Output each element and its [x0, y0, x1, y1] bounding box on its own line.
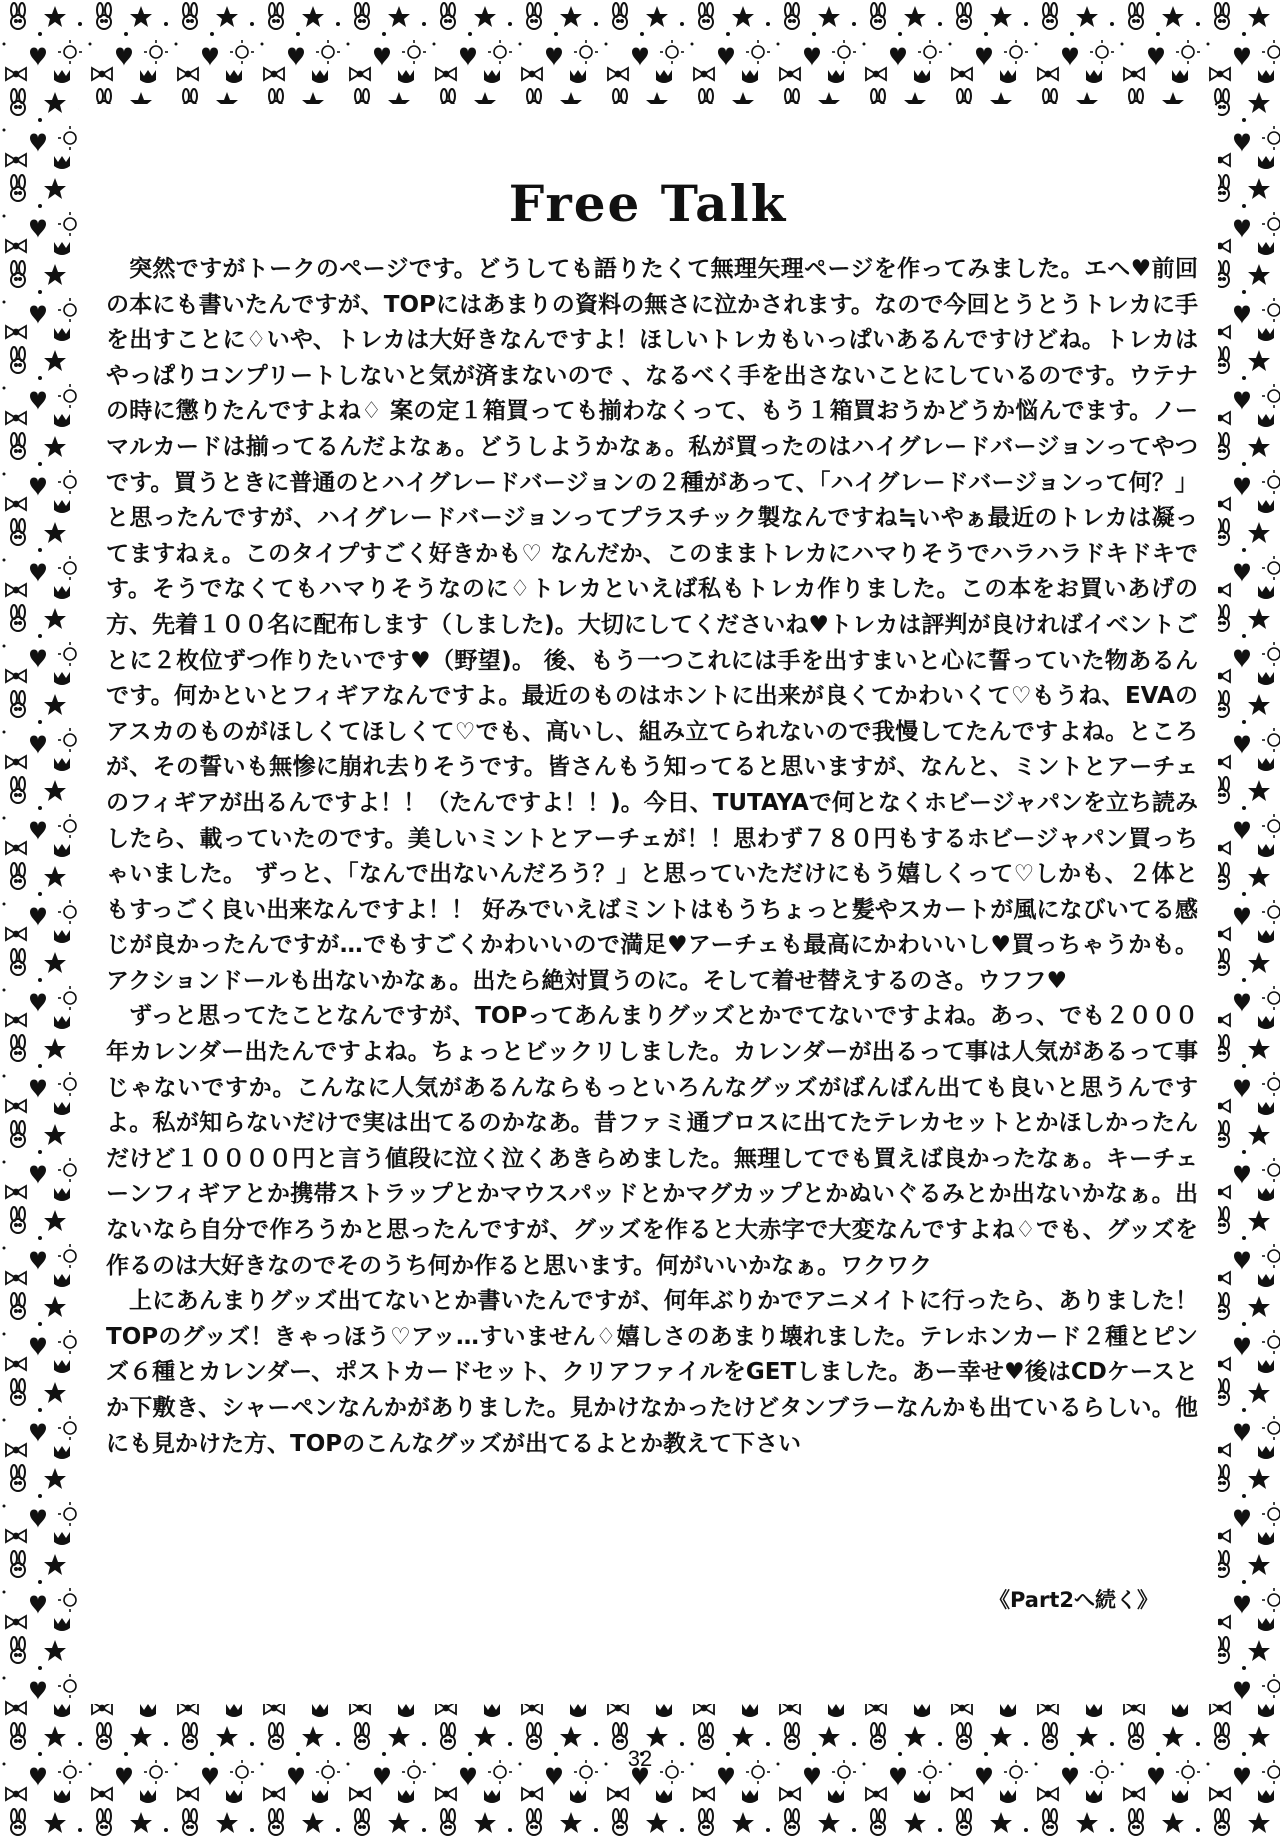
page-title: Free Talk — [508, 174, 788, 233]
page-number: 32 — [627, 1746, 653, 1771]
text-panel — [78, 104, 1218, 1704]
free-talk-body — [106, 252, 1198, 1462]
paragraph: ずっと思ってたことなんですが、TOPってあんまりグッズとかでてないですよね。あっ、でも２０００年カレンダー出たんですよね。ちょっとビックリしました。カレンダーが出るって事は人気があるって事じゃないですか。こんなに人気があるんならもっといろんなグッズがばんばん出ても良いと思うんですよ。私が知らないだけで実は出てるのかなあ。昔ファミ通ブロスに出てたテレカセットとかほしかったんだけど１００００円と言う値段に泣く泣くあきらめました。無理してでも買えば良かったなぁ。キーチェーンフィギアとか携帯ストラップとかマウスパッドとかマグカップとかぬいぐるみとか出ないかなぁ。出ないなら自分で作ろうかと思ったんですが、グッズを作ると大赤字で大変なんですよね♢でも、グッズを作るのは大好きなのでそのうち何か作ると思います。何がいいかなぁ。ワクワク — [106, 1003, 1198, 1279]
paragraph: 突然ですがトークのページです。どうしても語りたくて無理矢理ページを作ってみました。エヘ♥前回の本にも書いたんですが、TOPにはあまりの資料の無さに泣かされます。なので今回とうとうトレカに手を出すことに♢いや、トレカは大好きなんですよ！ほしいトレカもいっぱいあるんですけどね。トレカはやっぱりコンプリートしないと気が済まないので 、なるべく手を出さないことにしているのです。ウテナの時に懲りたんですよね♢ 案の定１箱買っても揃わなくって、もう１箱買おうかどうか悩んでます。ノーマルカードは揃ってるんだよなぁ。どうしようかなぁ。私が買ったのはハイグレードバージョンってやつです。買うときに普通のとハイグレードバージョンの２種があって、「ハイグレードバージョンって何？」と思ったんですが、ハイグレードバージョンってプラスチック製なんですね≒いやぁ最近のトレカは凝ってますねぇ。このタイプすごく好きかも♡ なんだか、このままトレカにハマりそうでハラハラドキドキです。そうでなくてもハマりそうなのに♢トレカといえば私もトレカ作りました。この本をお買いあげの方、先着１００名に配布します（しました)。大切にしてくださいね♥トレカは評判が良ければイベントごとに２枚位ずつ作りたいです♥（野望)。 後、もう一つこれには手を出すまいと心に誓っていた物あるんです。何かといとフィギアなんですよ。最近のものはホントに出来が良くてかわいくて♡もうね、EVAのアスカのものがほしくてほしくて♡でも、高いし、組み立てられないので我慢してたんですよね。ところが、その誓いも無惨に崩れ去りそうです。皆さんもう知ってると思いますが、なんと、ミントとアーチェのフィギアが出るんですよ！！（たんですよ！！)。今日、TUTAYAで何となくホビージャパンを立ち読みしたら、載っていたのです。美しいミントとアーチェが！！思わず７８０円もするホビージャパン買っちゃいました。 ずっと、「なんで出ないんだろう？」と思っていただけにもう嬉しくって♡しかも、２体ともすっごく良い出来なんですよ！！ 好みでいえばミントはもうちょっと髪やスカートが風になびいてる感じが良かったんですが…でもすごくかわいいので満足♥アーチェも最高にかわいいし♥買っちゃうかも。アクションドールも出ないかなぁ。出たら絶対買うのに。そして着せ替えするのさ。ウフフ♥ — [106, 256, 1198, 994]
paragraph: 上にあんまりグッズ出てないとか書いたんですが、何年ぶりかでアニメイトに行ったら、ありました！TOPのグッズ！きゃっほう♡アッ…すいません♢嬉しさのあまり壊れました。テレホンカード２種とピンズ６種とカレンダー、ポストカードセット、クリアファイルをGETしました。あー幸せ♥後はCDケースとか下敷き、シャーペンなんかがありました。見かけなかったけどタンブラーなんかも出ているらしい。他にも見かけた方、TOPのこんなグッズが出てるよとか教えて下さい — [106, 1288, 1198, 1457]
continued-note: 《Part2へ続く》 — [988, 1588, 1158, 1612]
